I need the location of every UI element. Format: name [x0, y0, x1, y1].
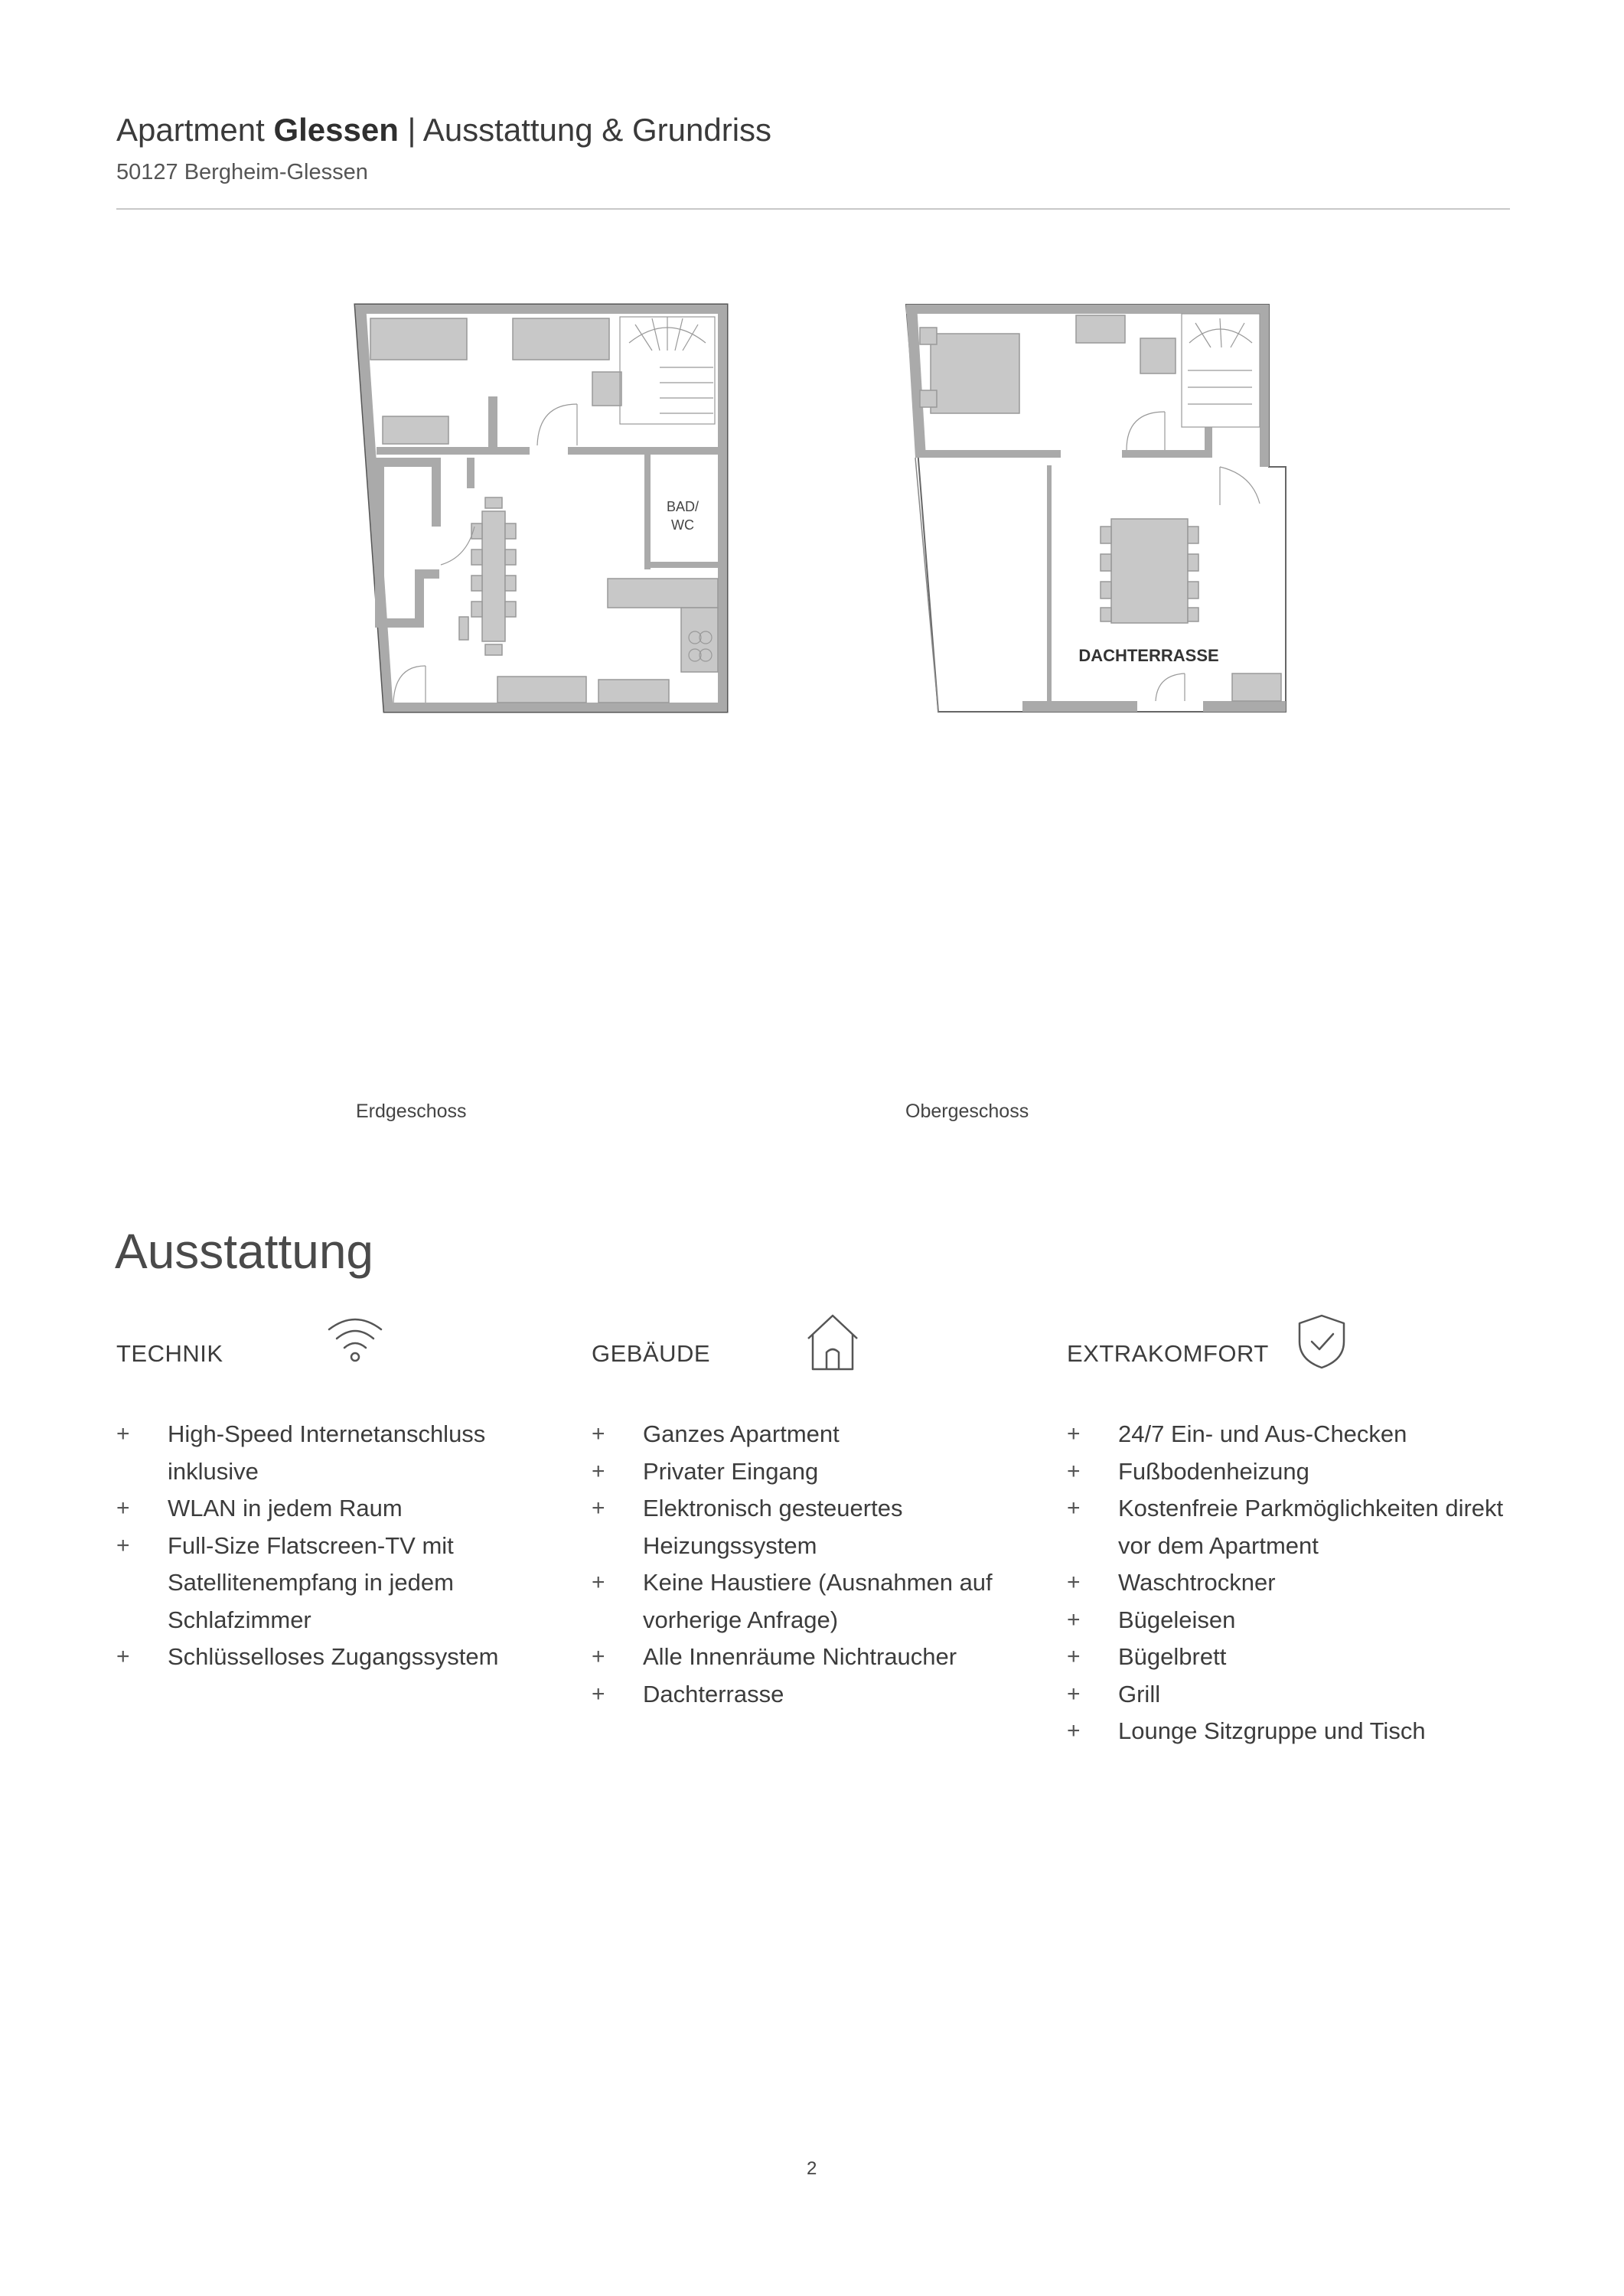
header-divider [116, 208, 1510, 210]
title-bold: Glessen [273, 112, 399, 148]
list-item: + Grill [1067, 1680, 1161, 1707]
column-label: TECHNIK [116, 1340, 223, 1367]
page-number: 2 [807, 2158, 817, 2179]
shield-check-icon [1295, 1313, 1348, 1371]
list-item: + 24/7 Ein- und Aus-Checken [1067, 1420, 1407, 1447]
amenity-list [1067, 1416, 1526, 1750]
title-suffix: | Ausstattung & Grundriss [407, 112, 772, 148]
page-subtitle: 50127 Bergheim-Glessen [116, 160, 368, 184]
floorplan-upper [900, 297, 1290, 726]
wifi-icon [324, 1313, 386, 1366]
floorplan-ground [346, 297, 729, 726]
list-item: + Bügelbrett [1067, 1643, 1227, 1670]
caption-obergeschoss: Obergeschoss [905, 1101, 1029, 1122]
page-title [116, 107, 771, 153]
list-item: + Lounge Sitzgruppe und Tisch [1067, 1717, 1426, 1744]
list-item: + Fußbodenheizung [1067, 1457, 1309, 1485]
list-item: + Dachterrasse [592, 1680, 784, 1707]
column-technik [116, 1313, 560, 1670]
amenity-list [592, 1416, 1051, 1713]
section-title: Ausstattung [115, 1224, 373, 1279]
amenity-list [116, 1416, 576, 1676]
list-item: + Keine Haustiere (Ausnahmen auf vorherige Anfrage) [592, 1569, 993, 1633]
list-item: + High-Speed Internetanschluss inklusive [116, 1420, 486, 1485]
house-icon [804, 1313, 862, 1374]
list-item: + Privater Eingang [592, 1457, 819, 1485]
room-label-wc: WC [671, 517, 694, 533]
room-label-bad: BAD/ [666, 499, 699, 514]
column-extrakomfort [1067, 1313, 1511, 1744]
terrace-label: DACHTERRASSE [1078, 646, 1219, 665]
list-item: + WLAN in jedem Raum [116, 1495, 403, 1521]
list-item: + Full-Size Flatscreen-TV mit Satellitenempfang in jedem Schlafzimmer [116, 1531, 454, 1633]
list-item: + Bügeleisen [1067, 1606, 1236, 1633]
list-item: + Ganzes Apartment [592, 1420, 840, 1447]
list-item: + Schlüsselloses Zugangssystem [116, 1643, 499, 1670]
column-label: EXTRAKOMFORT [1067, 1340, 1269, 1367]
column-gebaeude [592, 1313, 1035, 1707]
caption-erdgeschoss: Erdgeschoss [356, 1101, 467, 1122]
list-item: + Elektronisch gesteuertes Heizungssystem [592, 1495, 903, 1559]
list-item: + Kostenfreie Parkmöglichkeiten direkt vor dem Apartment [1067, 1495, 1504, 1559]
list-item: + Waschtrockner [1067, 1569, 1276, 1596]
column-label: GEBÄUDE [592, 1340, 711, 1367]
list-item: + Alle Innenräume Nichtraucher [592, 1643, 957, 1670]
title-prefix: Apartment [116, 112, 265, 148]
